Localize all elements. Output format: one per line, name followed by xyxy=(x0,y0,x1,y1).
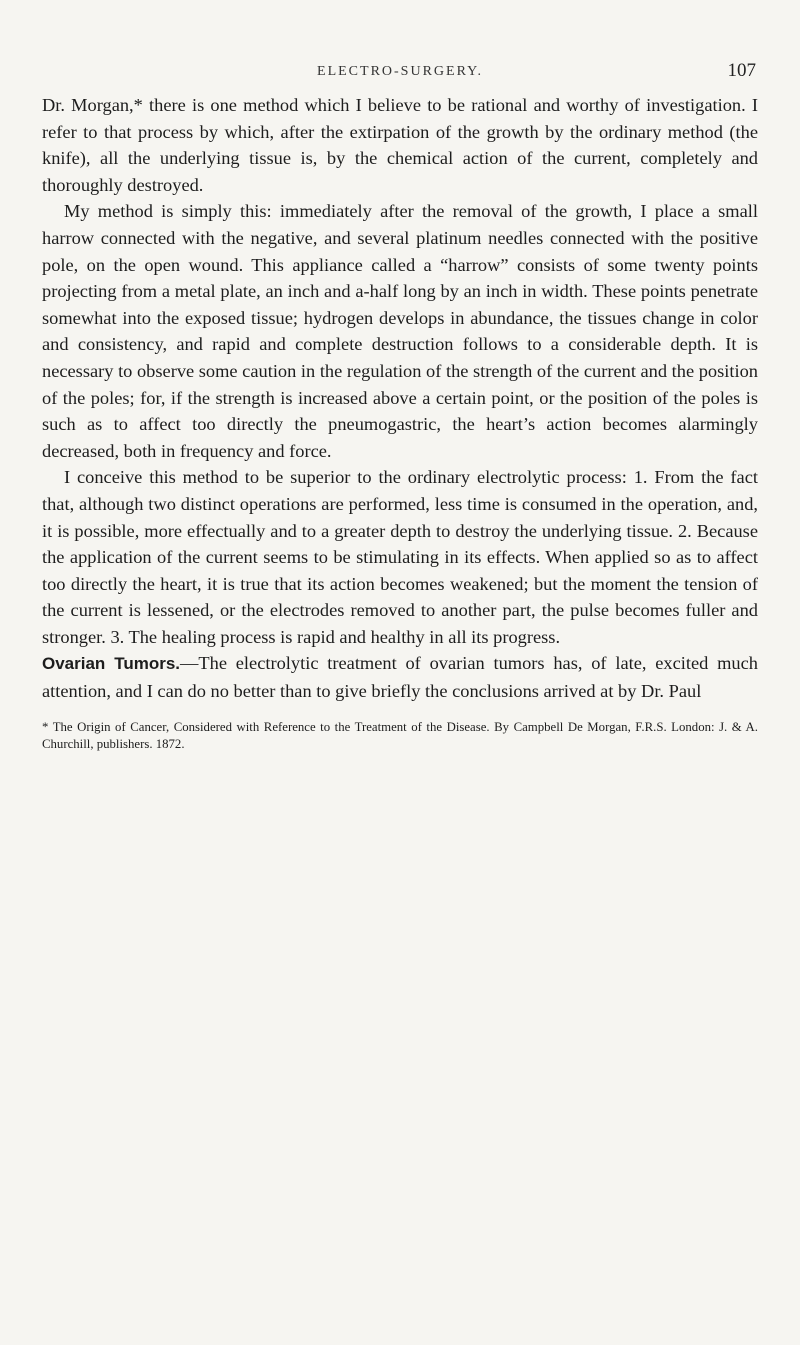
paragraph-intro: Dr. Morgan,* there is one method which I believe to be rational and worthy of investigation. I refer to that process by which, after the extirpation of the growth by the ordinary method (the knife), all the underlying tissue is, by the chemical action of the current, completely and thoroughly destroyed. xyxy=(42,95,758,195)
page-number: 107 xyxy=(727,60,756,81)
section-ovarian-tumors xyxy=(42,650,758,704)
running-head: ELECTRO-SURGERY. xyxy=(317,64,483,79)
page-header xyxy=(42,50,758,84)
paragraph-method: My method is simply this: immediately after the removal of the growth, I place a small harrow connected with the negative, and several platinum needles connected with the positive pole, on the open wound. This appliance called a “harrow” consists of some twenty points projecting from a metal plate, an inch and a-half long by an inch in width. These points penetrate somewhat into the exposed tissue; hydrogen develops in abundance, the tissues change in color and consistency, and rapid and complete destruction follows to a considerable depth. It is necessary to observe some caution in the regulation of the strength of the current and the position of the poles; for, if the strength is increased above a certain point, or the position of the poles is such as to affect too directly the pneumogastric, the heart’s action becomes alarmingly decreased, both in frequency and force. xyxy=(42,201,759,461)
paragraph-advantages: I conceive this method to be superior to the ordinary electrolytic process: 1. From the fact that, although two distinct operations are performed, less time is consumed in the operation, and, it is possible, more effectually and to a greater depth to destroy the underlying tissue. 2. Because the application of the current seems to be stimulating in its effects. When applied so as to affect too directly the heart, it is true that its action becomes weakened; but the moment the tension of the current is lessened, or the electrodes removed to another part, the pulse becomes fuller and stronger. 3. The healing process is rapid and healthy in all its progress. xyxy=(42,467,758,647)
body-text xyxy=(42,92,758,705)
book-page xyxy=(42,50,758,753)
section-heading: Ovarian Tumors. xyxy=(42,654,181,674)
section-text: —The electrolytic treatment of ovarian tumors has, of late, excited much attention, and I can do no better than to give briefly the conclusions arrived at by Dr. Paul xyxy=(42,653,758,702)
footnote xyxy=(42,719,758,753)
footnote-text: * The Origin of Cancer, Considered with Reference to the Treatment of the Disease. By Campbell De Morgan, F.R.S. London: J. & A. Churchill, publishers. 1872. xyxy=(42,719,758,751)
